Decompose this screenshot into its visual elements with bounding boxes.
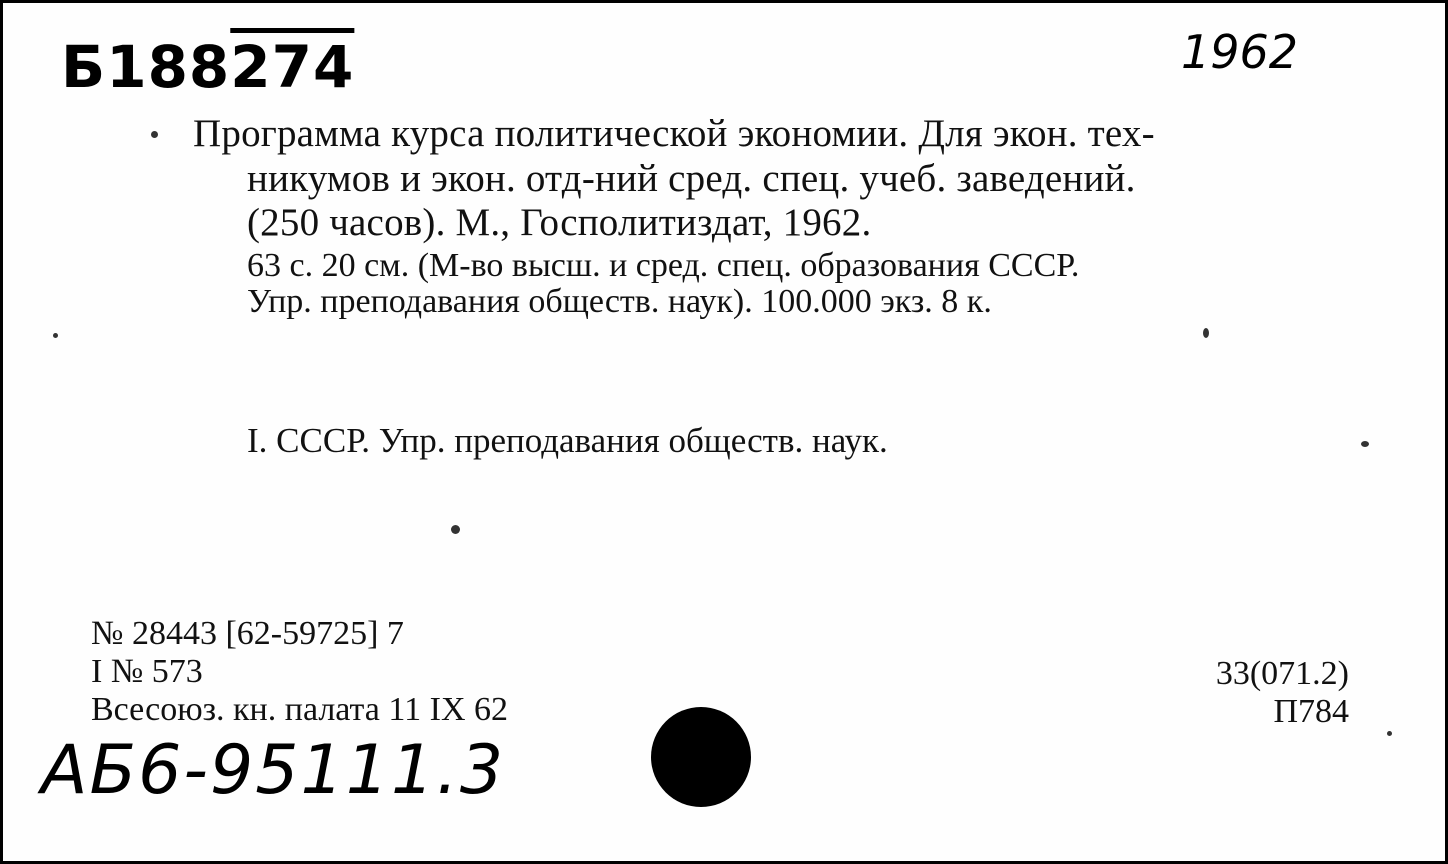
title-line-3: (250 часов). М., Госполитиздат, 1962. <box>247 201 872 244</box>
registration-number: № 28443 [62-59725] 7 <box>91 615 404 652</box>
registration-series: I № 573 <box>91 653 203 690</box>
shelfmark-number: 274 <box>230 33 355 101</box>
handwritten-year: 1962 <box>1181 25 1299 79</box>
card-punch-hole <box>651 707 751 807</box>
ink-speck <box>451 525 460 534</box>
collation-line-2: Упр. преподавания обществ. наук). 100.000 экз. 8 к. <box>247 283 992 320</box>
author-mark: П784 <box>1273 693 1349 730</box>
collation-line-1: 63 с. 20 см. (М-во высш. и сред. спец. образования СССР. <box>247 247 1080 284</box>
udc-classification: 33(071.2) <box>1215 655 1349 692</box>
shelfmark-prefix: Б188 <box>61 33 231 101</box>
ink-speck <box>151 131 158 138</box>
handwritten-shelfmark <box>61 33 354 101</box>
ink-speck <box>1203 328 1209 338</box>
ink-speck <box>1387 731 1392 736</box>
registration-chamber-date: Всесоюз. кн. палата 11 IX 62 <box>91 691 508 728</box>
ink-speck <box>53 333 58 338</box>
ink-speck <box>1361 441 1369 447</box>
title-line-2: никумов и экон. отд-ний сред. спец. учеб. заведений. <box>247 157 1136 200</box>
subject-tracing: I. СССР. Упр. преподавания обществ. наук. <box>247 421 888 460</box>
handwritten-inventory-number: АБ6-95111.3 <box>41 731 506 810</box>
title-line-1: Программа курса политической экономии. Для экон. тех- <box>193 112 1155 155</box>
